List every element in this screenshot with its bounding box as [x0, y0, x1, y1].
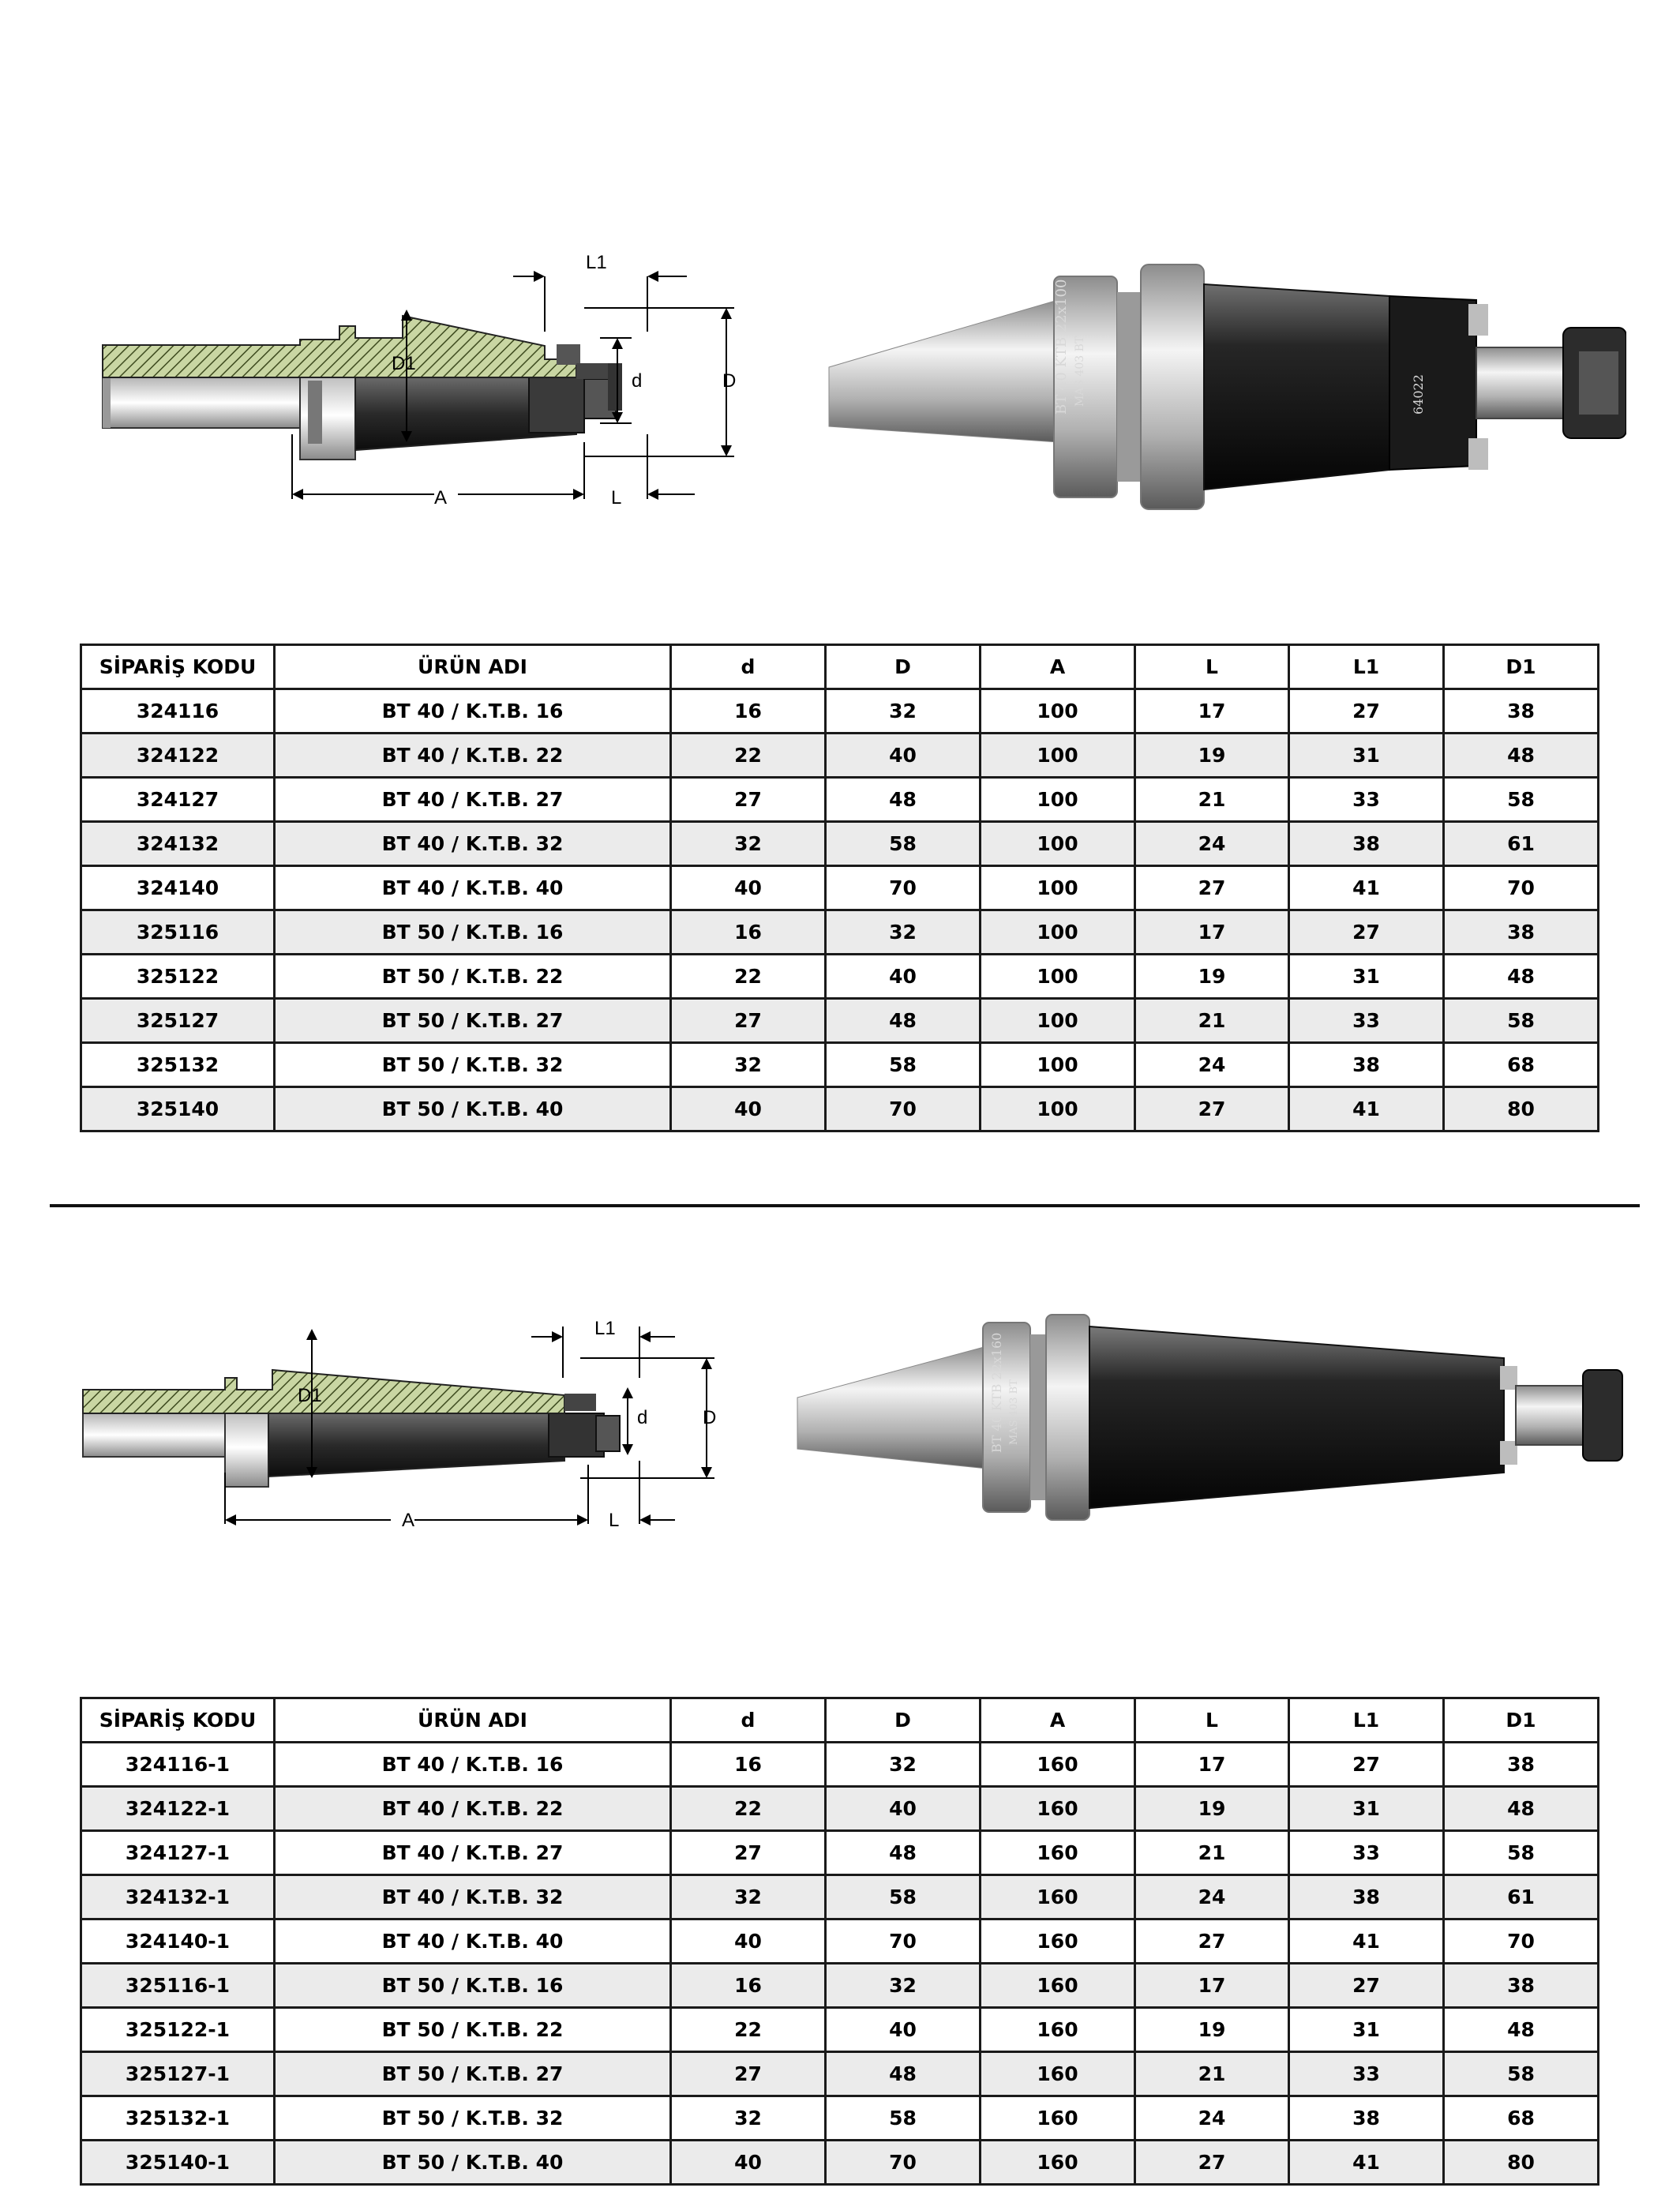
table-cell: 68: [1444, 1043, 1599, 1087]
technical-drawing-long: [75, 1315, 738, 1532]
table-cell: 325140-1: [81, 2141, 275, 2185]
table-cell: 31: [1289, 734, 1444, 778]
table-cell: 80: [1444, 1087, 1599, 1131]
table-cell: BT 40 / K.T.B. 40: [275, 866, 671, 910]
table-cell: 100: [981, 866, 1135, 910]
table-cell: 38: [1289, 1875, 1444, 1919]
table-cell: 27: [1289, 689, 1444, 734]
table-cell: 80: [1444, 2141, 1599, 2185]
table-cell: 27: [1289, 910, 1444, 955]
table-cell: 160: [981, 2052, 1135, 2096]
table-cell: 19: [1135, 2008, 1289, 2052]
table-cell: 17: [1135, 689, 1289, 734]
table-cell: 21: [1135, 2052, 1289, 2096]
table-row: [81, 866, 1599, 910]
table-cell: 324122: [81, 734, 275, 778]
table-row: [81, 1043, 1599, 1087]
table-cell: 21: [1135, 778, 1289, 822]
marking-top-sub: MAS 403 BT: [1074, 336, 1086, 407]
table-header-row: [81, 1698, 1599, 1743]
table-cell: 324132-1: [81, 1875, 275, 1919]
table-cell: 48: [826, 999, 981, 1043]
table-cell: 48: [1444, 955, 1599, 999]
table-row: [81, 910, 1599, 955]
table-row: [81, 1831, 1599, 1875]
table-cell: 27: [671, 999, 826, 1043]
label-a: A: [434, 487, 448, 508]
table-cell: 48: [1444, 1787, 1599, 1831]
table-cell: 27: [671, 2052, 826, 2096]
table-cell: BT 40 / K.T.B. 22: [275, 734, 671, 778]
header-D: D: [826, 645, 981, 689]
table-row: [81, 999, 1599, 1043]
table-cell: 70: [826, 1919, 981, 1964]
table-cell: 24: [1135, 2096, 1289, 2141]
technical-drawing-short: [87, 253, 750, 513]
table-cell: BT 50 / K.T.B. 40: [275, 2141, 671, 2185]
table-cell: 38: [1444, 689, 1599, 734]
table-cell: 324122-1: [81, 1787, 275, 1831]
table-row: [81, 2008, 1599, 2052]
table-cell: 32: [826, 910, 981, 955]
table-cell: 41: [1289, 866, 1444, 910]
table-cell: 17: [1135, 1964, 1289, 2008]
table-cell: 160: [981, 1919, 1135, 1964]
table-cell: 58: [826, 822, 981, 866]
table-cell: BT 40 / K.T.B. 32: [275, 822, 671, 866]
table-cell: 100: [981, 1087, 1135, 1131]
header-d1: D1: [1444, 645, 1599, 689]
table-cell: 16: [671, 910, 826, 955]
label-l1-long: L1: [594, 1318, 616, 1339]
table-cell: 17: [1135, 910, 1289, 955]
table-cell: 325132: [81, 1043, 275, 1087]
table-cell: 324140: [81, 866, 275, 910]
table-cell: 48: [1444, 2008, 1599, 2052]
spec-table-long: [80, 1697, 1599, 2186]
label-D: D: [722, 370, 737, 392]
table-cell: 27: [671, 1831, 826, 1875]
table-cell: BT 50 / K.T.B. 40: [275, 1087, 671, 1131]
label-d1-long: D1: [298, 1385, 322, 1406]
table-cell: 58: [1444, 999, 1599, 1043]
table-cell: 40: [671, 2141, 826, 2185]
table-cell: 325122: [81, 955, 275, 999]
section-divider: [50, 1204, 1640, 1207]
table-body: [81, 1743, 1599, 2185]
table-cell: 17: [1135, 1743, 1289, 1787]
table-cell: BT 50 / K.T.B. 16: [275, 1964, 671, 2008]
table-row: [81, 1787, 1599, 1831]
table-cell: BT 40 / K.T.B. 27: [275, 1831, 671, 1875]
table-cell: 32: [826, 689, 981, 734]
table-cell: BT 50 / K.T.B. 22: [275, 955, 671, 999]
label-a-long: A: [402, 1510, 415, 1531]
table-cell: 40: [671, 1087, 826, 1131]
product-photo-long: [789, 1311, 1626, 1524]
table-cell: 100: [981, 689, 1135, 734]
table-cell: 19: [1135, 1787, 1289, 1831]
header-D: D: [826, 1698, 981, 1743]
table-cell: 38: [1289, 822, 1444, 866]
table-cell: BT 40 / K.T.B. 40: [275, 1919, 671, 1964]
table-cell: 38: [1289, 1043, 1444, 1087]
table-cell: BT 50 / K.T.B. 27: [275, 999, 671, 1043]
table-cell: 16: [671, 1743, 826, 1787]
table-cell: BT 40 / K.T.B. 32: [275, 1875, 671, 1919]
table-cell: 22: [671, 734, 826, 778]
label-d-long: d: [637, 1407, 648, 1428]
table-cell: 100: [981, 910, 1135, 955]
table-cell: BT 40 / K.T.B. 16: [275, 1743, 671, 1787]
table-cell: 38: [1444, 1964, 1599, 2008]
label-l: L: [611, 487, 622, 508]
table-cell: 58: [1444, 778, 1599, 822]
table-cell: 40: [826, 1787, 981, 1831]
table-cell: 22: [671, 2008, 826, 2052]
table-cell: 27: [671, 778, 826, 822]
header-urun-adi: ÜRÜN ADI: [275, 645, 671, 689]
table-cell: BT 40 / K.T.B. 22: [275, 1787, 671, 1831]
table-cell: 58: [1444, 1831, 1599, 1875]
table-row: [81, 2096, 1599, 2141]
table-cell: 31: [1289, 1787, 1444, 1831]
header-l: L: [1135, 1698, 1289, 1743]
table-cell: 324127-1: [81, 1831, 275, 1875]
table-cell: 27: [1289, 1743, 1444, 1787]
table-cell: 24: [1135, 1043, 1289, 1087]
table-cell: 40: [671, 1919, 826, 1964]
table-cell: 19: [1135, 734, 1289, 778]
table-cell: 33: [1289, 1831, 1444, 1875]
product-photo-short: [821, 257, 1626, 525]
table-cell: 27: [1135, 2141, 1289, 2185]
table-cell: 325116-1: [81, 1964, 275, 2008]
table-cell: 324132: [81, 822, 275, 866]
table-cell: 100: [981, 734, 1135, 778]
table-cell: 324116: [81, 689, 275, 734]
table-cell: 16: [671, 1964, 826, 2008]
table-cell: 33: [1289, 999, 1444, 1043]
table-cell: BT 50 / K.T.B. 32: [275, 1043, 671, 1087]
table-cell: 70: [1444, 866, 1599, 910]
table-cell: 70: [826, 1087, 981, 1131]
table-cell: 61: [1444, 1875, 1599, 1919]
table-cell: 32: [671, 822, 826, 866]
label-d1: D1: [392, 353, 416, 374]
header-urun-adi: ÜRÜN ADI: [275, 1698, 671, 1743]
table-row: [81, 2052, 1599, 2096]
table-cell: 27: [1135, 866, 1289, 910]
table-cell: 40: [826, 734, 981, 778]
table-cell: 160: [981, 1831, 1135, 1875]
table-cell: BT 40 / K.T.B. 27: [275, 778, 671, 822]
header-l1: L1: [1289, 645, 1444, 689]
header-l: L: [1135, 645, 1289, 689]
table-cell: 32: [826, 1743, 981, 1787]
header-a: A: [981, 1698, 1135, 1743]
table-cell: 32: [826, 1964, 981, 2008]
marking-top: BT 40 KTB 22x100: [1053, 279, 1070, 415]
table-cell: 70: [826, 2141, 981, 2185]
table-cell: 100: [981, 1043, 1135, 1087]
table-row: [81, 1964, 1599, 2008]
table-cell: 324127: [81, 778, 275, 822]
table-cell: 100: [981, 999, 1135, 1043]
table-cell: 41: [1289, 1919, 1444, 1964]
table-cell: 160: [981, 2141, 1135, 2185]
table-cell: 58: [826, 2096, 981, 2141]
table-cell: 33: [1289, 2052, 1444, 2096]
spec-table-short: [80, 644, 1599, 1132]
header-a: A: [981, 645, 1135, 689]
table-cell: 100: [981, 955, 1135, 999]
table-cell: 58: [826, 1875, 981, 1919]
table-cell: 324116-1: [81, 1743, 275, 1787]
table-cell: 27: [1135, 1919, 1289, 1964]
table-cell: 58: [1444, 2052, 1599, 2096]
table-cell: 24: [1135, 822, 1289, 866]
table-row: [81, 734, 1599, 778]
table-cell: 31: [1289, 955, 1444, 999]
header-siparis-kodu: SİPARİŞ KODU: [81, 645, 275, 689]
marking-bottom-sub: MAS 403 BT: [1008, 1379, 1020, 1445]
table-cell: 70: [1444, 1919, 1599, 1964]
table-cell: 38: [1444, 910, 1599, 955]
table-cell: BT 40 / K.T.B. 16: [275, 689, 671, 734]
table-cell: 48: [826, 1831, 981, 1875]
table-cell: 160: [981, 2008, 1135, 2052]
header-d: d: [671, 645, 826, 689]
table-cell: 61: [1444, 822, 1599, 866]
table-row: [81, 1875, 1599, 1919]
table-row: [81, 1743, 1599, 1787]
table-row: [81, 1919, 1599, 1964]
table-cell: 324140-1: [81, 1919, 275, 1964]
table-cell: 38: [1289, 2096, 1444, 2141]
table-cell: 40: [671, 866, 826, 910]
table-cell: BT 50 / K.T.B. 32: [275, 2096, 671, 2141]
table-cell: 70: [826, 866, 981, 910]
table-cell: 31: [1289, 2008, 1444, 2052]
table-cell: 32: [671, 1875, 826, 1919]
table-cell: 160: [981, 1964, 1135, 2008]
table-cell: 160: [981, 2096, 1135, 2141]
table-cell: 48: [826, 778, 981, 822]
header-l1: L1: [1289, 1698, 1444, 1743]
table-cell: 41: [1289, 2141, 1444, 2185]
table-cell: 325122-1: [81, 2008, 275, 2052]
label-D-long: D: [703, 1407, 717, 1428]
table-cell: 325132-1: [81, 2096, 275, 2141]
table-cell: 19: [1135, 955, 1289, 999]
marking-bottom: BT 40 KTB 22x160: [989, 1332, 1004, 1453]
table-cell: 68: [1444, 2096, 1599, 2141]
label-l1: L1: [586, 253, 607, 273]
table-row: [81, 822, 1599, 866]
table-cell: 160: [981, 1743, 1135, 1787]
table-cell: 100: [981, 778, 1135, 822]
table-cell: 325127: [81, 999, 275, 1043]
table-cell: 41: [1289, 1087, 1444, 1131]
table-cell: 27: [1289, 1964, 1444, 2008]
label-l-long: L: [609, 1510, 620, 1531]
table-row: [81, 2141, 1599, 2185]
label-d: d: [632, 370, 643, 392]
table-row: [81, 955, 1599, 999]
table-row: [81, 1087, 1599, 1131]
table-cell: 33: [1289, 778, 1444, 822]
table-cell: BT 50 / K.T.B. 22: [275, 2008, 671, 2052]
table-cell: 325116: [81, 910, 275, 955]
header-d1: D1: [1444, 1698, 1599, 1743]
marking-top-code: 64022: [1411, 374, 1426, 415]
table-cell: 160: [981, 1787, 1135, 1831]
table-cell: 160: [981, 1875, 1135, 1919]
table-cell: 27: [1135, 1087, 1289, 1131]
table-row: [81, 689, 1599, 734]
table-cell: 22: [671, 955, 826, 999]
table-cell: 22: [671, 1787, 826, 1831]
table-cell: 40: [826, 955, 981, 999]
table-cell: 38: [1444, 1743, 1599, 1787]
table-row: [81, 778, 1599, 822]
table-cell: 100: [981, 822, 1135, 866]
table-cell: 325127-1: [81, 2052, 275, 2096]
table-cell: BT 50 / K.T.B. 16: [275, 910, 671, 955]
table-cell: 58: [826, 1043, 981, 1087]
table-cell: 16: [671, 689, 826, 734]
table-cell: 40: [826, 2008, 981, 2052]
header-siparis-kodu: SİPARİŞ KODU: [81, 1698, 275, 1743]
table-cell: 325140: [81, 1087, 275, 1131]
table-cell: 24: [1135, 1875, 1289, 1919]
table-cell: 48: [826, 2052, 981, 2096]
header-d: d: [671, 1698, 826, 1743]
table-cell: BT 50 / K.T.B. 27: [275, 2052, 671, 2096]
table-header-row: [81, 645, 1599, 689]
table-cell: 21: [1135, 999, 1289, 1043]
table-cell: 48: [1444, 734, 1599, 778]
table-cell: 21: [1135, 1831, 1289, 1875]
table-cell: 32: [671, 1043, 826, 1087]
table-body: [81, 689, 1599, 1131]
table-cell: 32: [671, 2096, 826, 2141]
